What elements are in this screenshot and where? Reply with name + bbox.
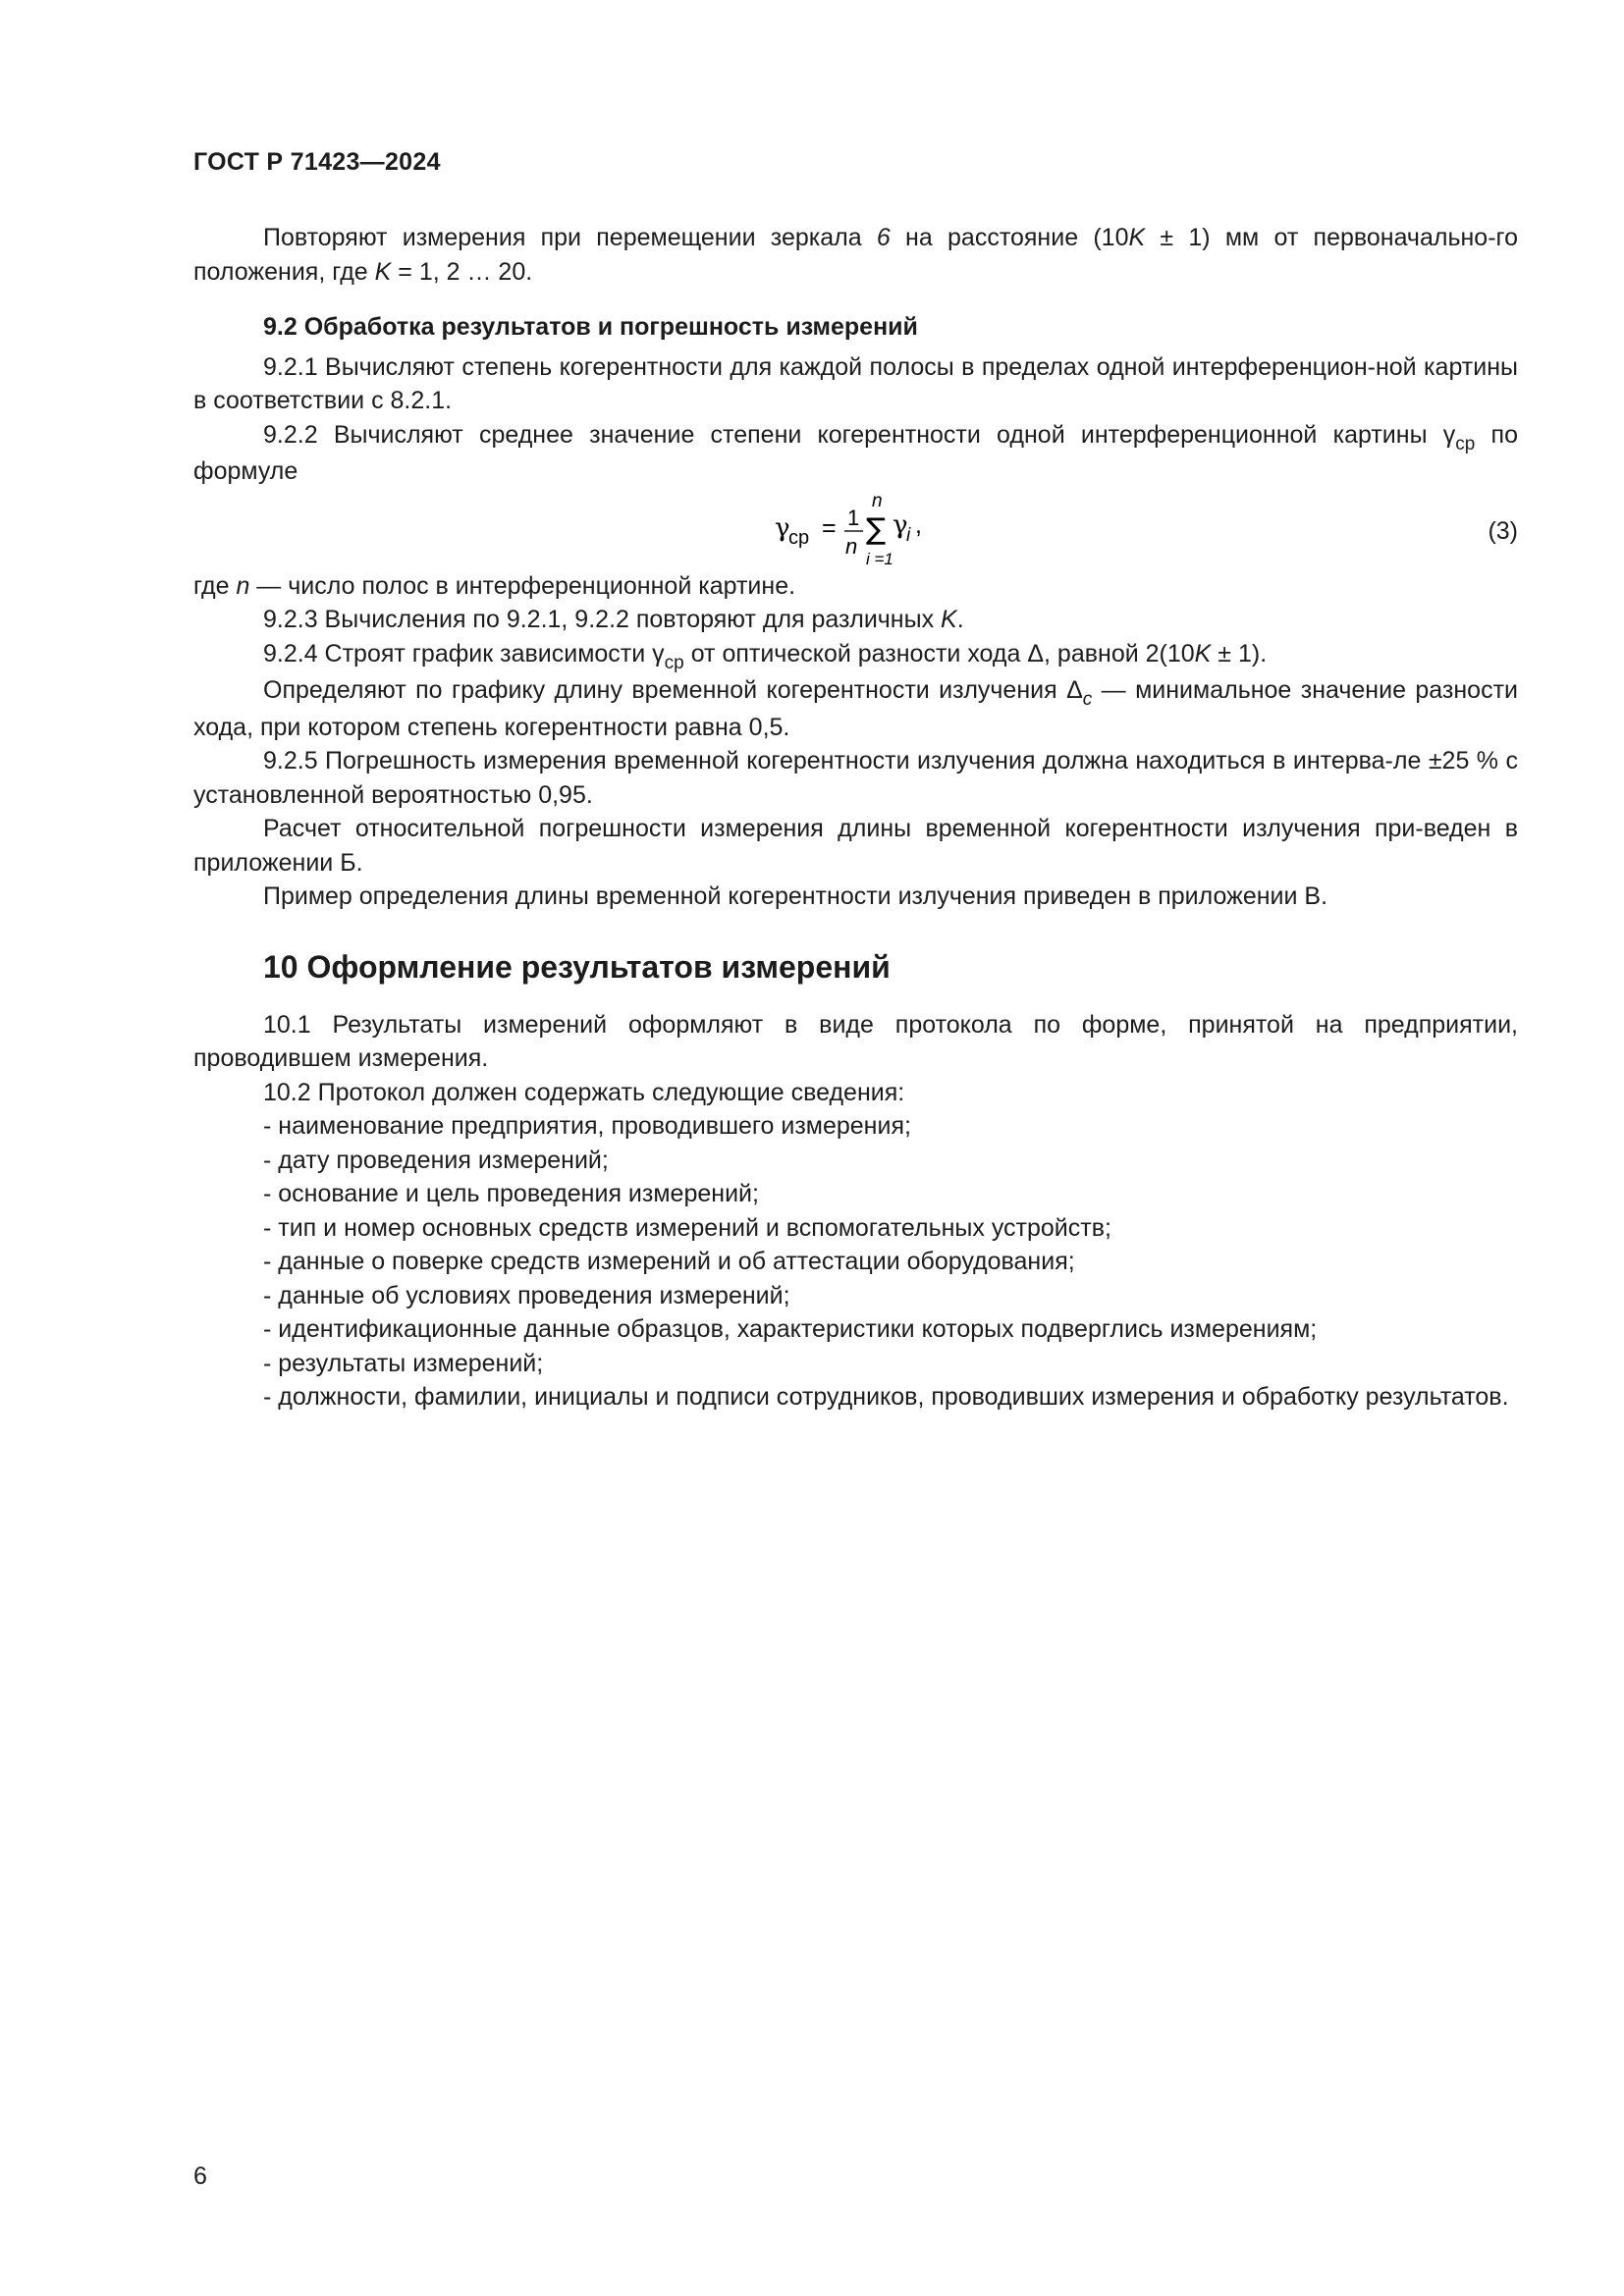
- list-item: - тип и номер основных средств измерений и вспомогательных устройств;: [263, 1213, 1111, 1242]
- formula-term-subscript: i: [906, 524, 911, 546]
- formula-term-gamma: γ: [893, 509, 908, 540]
- formula-comma: ,: [915, 510, 922, 539]
- paragraph-coherence-length: Определяют по графику длину временной когерентности излучения $\Delta_c$ — минимальное значение разности хода, при котором степень когерентности равна 0,5.: [193, 676, 1518, 741]
- paragraph-9-2-1: 9.2.1 Вычисляют степень когерентности для каждой полосы в пределах одной интерференцион-ной картины в соответствии с 8.2.1.: [193, 352, 1518, 414]
- mean-coherence-formula: [775, 489, 1099, 569]
- formula-sum-lower: i =1: [866, 549, 893, 568]
- page-number: 6: [193, 2163, 207, 2190]
- list-item: - данные об условиях проведения измерений;: [263, 1281, 790, 1309]
- paragraph-10-1: 10.1 Результаты измерений оформляют в виде протокола по форме, принятой на предприятии, проводившем измерения.: [193, 1010, 1518, 1072]
- list-item: - основание и цель проведения измерений;: [263, 1180, 759, 1207]
- paragraph-9-2-3: 9.2.3 Вычисления по 9.2.1, 9.2.2 повторяют для различных K.: [263, 606, 964, 633]
- paragraph-9-2-5: 9.2.5 Погрешность измерения временной когерентности излучения должна находиться в интерва-ле ±25 % с установленной вероятностью 0,95.: [193, 747, 1518, 809]
- formula-sigma: ∑: [866, 511, 887, 547]
- paragraph-9-2-2: 9.2.2 Вычисляют среднее значение степени когерентности одной интерференционной картины $\gamma_{ср}$ по формуле: [193, 420, 1518, 485]
- formula-lhs-subscript: ср: [788, 526, 810, 549]
- paragraph-9-2-4: 9.2.4 Строят график зависимости $\gamma_{ср}$ от оптической разности хода Δ, равной 2(10K ± 1).: [263, 639, 1268, 673]
- document-body: [193, 221, 1518, 1415]
- paragraph-10-2: 10.2 Протокол должен содержать следующие сведения:: [263, 1078, 905, 1106]
- formula-lhs-gamma: γ: [775, 512, 790, 543]
- document-code-header: ГОСТ Р 71423—2024: [193, 148, 441, 176]
- list-item: - идентификационные данные образцов, характеристики которых подверглись измерениям;: [263, 1315, 1318, 1343]
- list-item: - данные о поверке средств измерений и об аттестации оборудования;: [263, 1248, 1075, 1275]
- formula-explanation: где n — число полос в интерференционной картине.: [193, 571, 796, 600]
- formula-sum-upper: n: [872, 490, 883, 511]
- list-item: - должности, фамилии, инициалы и подписи сотрудников, проводивших измерения и обработку результатов.: [263, 1383, 1509, 1411]
- list-item: - наименование предприятия, проводившего измерения;: [263, 1112, 911, 1140]
- paragraph-example: Пример определения длины временной когерентности излучения приведен в приложении В.: [263, 882, 1328, 910]
- list-item: - результаты измерений;: [263, 1349, 544, 1377]
- paragraph-error-calculation: Расчет относительной погрешности измерения длины временной когерентности излучения при-веден в приложении Б.: [193, 815, 1518, 877]
- intro-paragraph: Повторяют измерения при перемещении зеркала 6 на расстояние (10K ± 1) мм от первоначально-го положения, где K = 1, 2 … 20.: [193, 224, 1518, 286]
- list-item: - дату проведения измерений;: [263, 1146, 609, 1174]
- section-9-2-title: 9.2 Обработка результатов и погрешность измерений: [263, 313, 918, 341]
- formula-row: [193, 489, 1518, 569]
- formula-number: (3): [1488, 516, 1518, 545]
- section-10-title: 10 Оформление результатов измерений: [263, 948, 891, 985]
- formula-denominator: n: [845, 533, 858, 559]
- formula-numerator: 1: [847, 505, 860, 530]
- formula-equals: =: [822, 513, 837, 542]
- protocol-items-list: [193, 1109, 1518, 1415]
